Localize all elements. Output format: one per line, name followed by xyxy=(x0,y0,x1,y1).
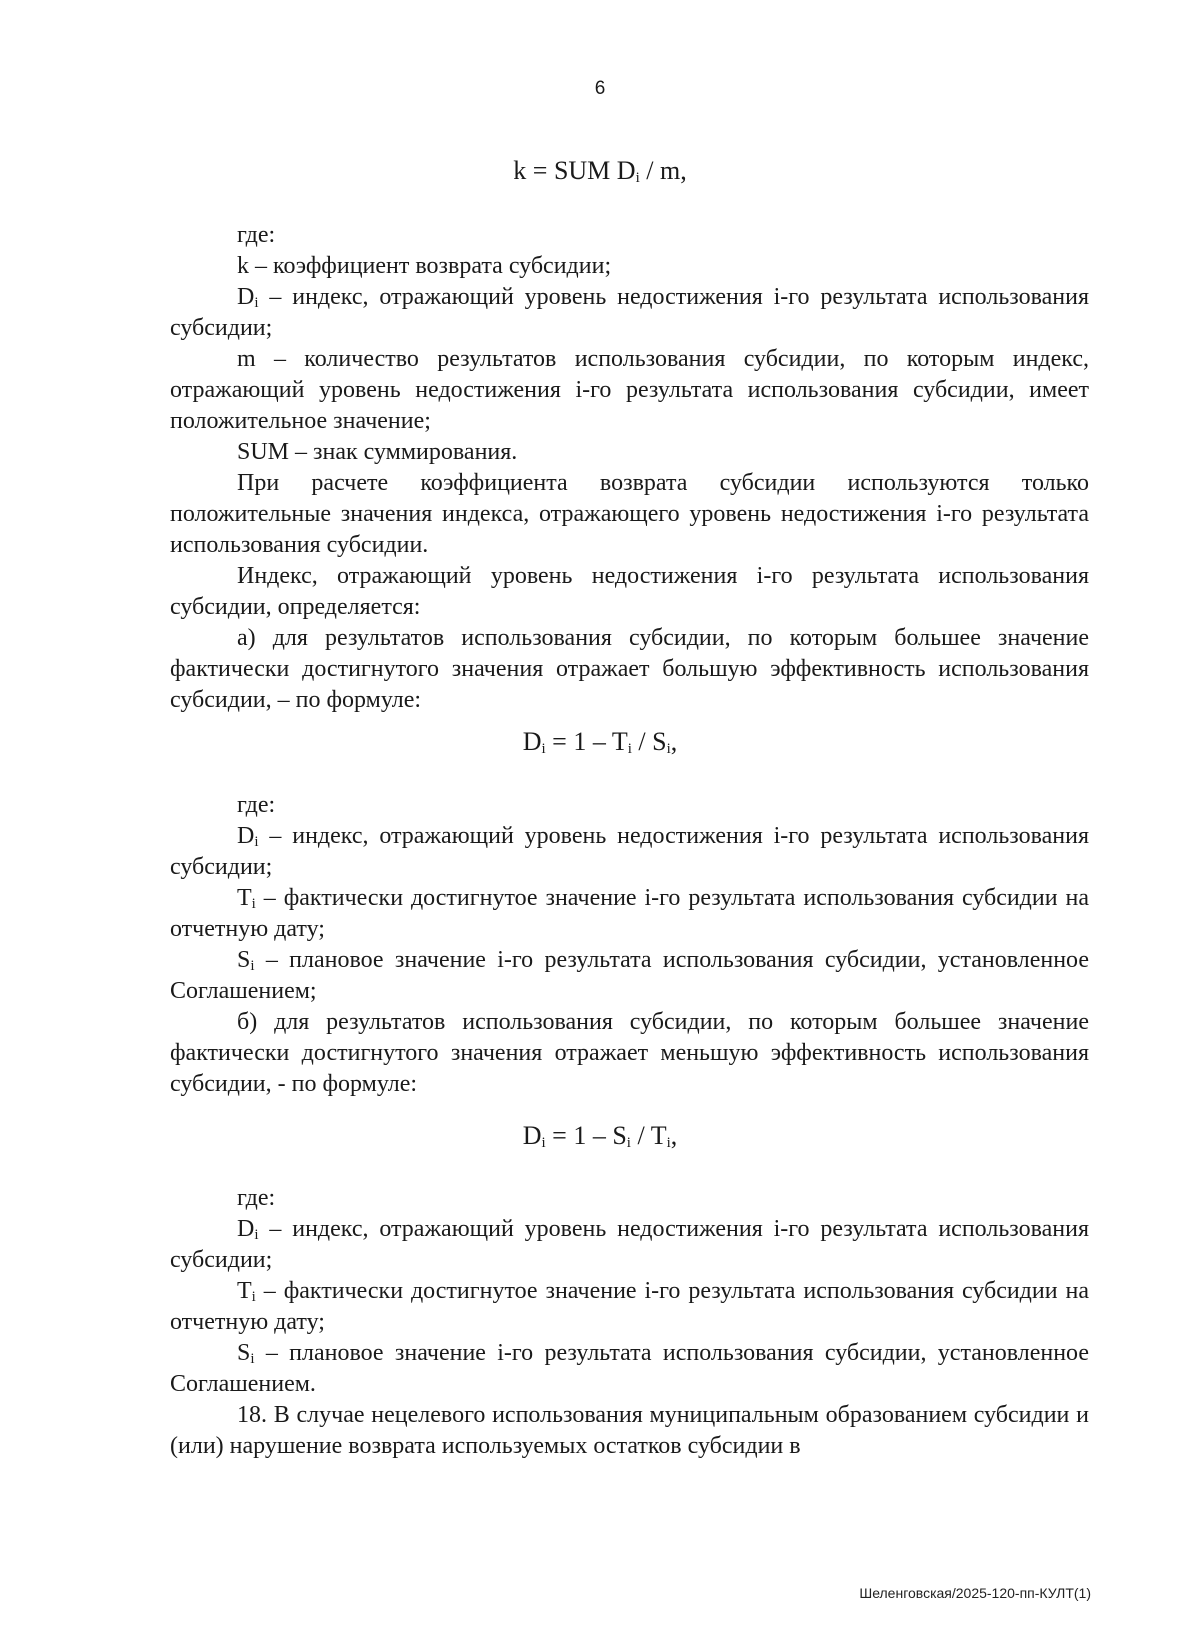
formula-k-left: k = SUM D xyxy=(513,156,636,185)
formula-subscript: i xyxy=(666,741,671,757)
formula-subscript: i xyxy=(666,1135,671,1151)
formula-part: , xyxy=(670,1121,678,1150)
paragraph: $T_i$ – фактически достигнутое значение i-го результата использования субсидии на отчетную дату; xyxy=(170,1278,1089,1335)
formula-part: = 1 – T xyxy=(545,727,628,756)
paragraph: 18. В случае нецелевого использования муниципальным образованием субсидии и (или) нарушение возврата используемых остатков субсидии в xyxy=(170,1402,1089,1459)
formula-part: / T xyxy=(630,1121,667,1150)
formula-k xyxy=(0,156,1200,186)
paragraph: а) для результатов использования субсидии, по которым большее значение фактически достигнутого значения отражает большую эффективность использования субсидии, – по формуле: xyxy=(170,625,1089,713)
paragraph: k – коэффициент возврата субсидии; xyxy=(237,253,612,279)
paragraph: $T_i$ – фактически достигнутое значение i-го результата использования субсидии на отчетную дату; xyxy=(170,885,1089,942)
paragraph: $S_i$ – плановое значение i-го результата использования субсидии, установленное Соглашением. xyxy=(170,1340,1089,1397)
formula-k-sub: i xyxy=(635,170,640,186)
footer-doc-id: Шеленговская/2025-120-пп-КУЛТ(1) xyxy=(859,1585,1091,1601)
formula-part: D xyxy=(522,727,542,756)
paragraph: $S_i$ – плановое значение i-го результата использования субсидии, установленное Соглашением; xyxy=(170,947,1089,1004)
formula-subscript: i xyxy=(626,1135,631,1151)
formula-b xyxy=(0,1121,1200,1151)
paragraph: При расчете коэффициента возврата субсидии используются только положительные значения индекса, отражающего уровень недостижения i-го результата использования субсидии. xyxy=(170,470,1089,558)
paragraph: SUM – знак суммирования. xyxy=(237,439,518,465)
formula-subscript: i xyxy=(541,1135,546,1151)
paragraph: m – количество результатов использования субсидии, по которым индекс, отражающий уровень недостижения i-го результата использования субсидии, имеет положительное значение; xyxy=(170,346,1089,434)
formula-subscript: i xyxy=(541,741,546,757)
paragraph: где: xyxy=(237,792,276,818)
formula-part: / S xyxy=(631,727,667,756)
text-block-1 xyxy=(170,220,1089,716)
formula-k-right: / m, xyxy=(639,156,687,185)
paragraph: б) для результатов использования субсидии, по которым большее значение фактически достигнутого значения отражает меньшую эффективность использования субсидии, - по формуле: xyxy=(170,1009,1089,1097)
paragraph: где: xyxy=(237,1185,276,1211)
paragraph: $D_i$ – индекс, отражающий уровень недостижения i-го результата использования субсидии; xyxy=(170,823,1089,880)
formula-part: = 1 – S xyxy=(545,1121,627,1150)
paragraph: $D_i$ – индекс, отражающий уровень недостижения i-го результата использования субсидии; xyxy=(170,284,1089,341)
text-block-3 xyxy=(170,1183,1089,1462)
paragraph: где: xyxy=(237,222,276,248)
formula-part: , xyxy=(670,727,678,756)
formula-a xyxy=(0,727,1200,757)
text-block-2 xyxy=(170,790,1089,1100)
page-number: 6 xyxy=(594,78,606,99)
paragraph: $D_i$ – индекс, отражающий уровень недостижения i-го результата использования субсидии; xyxy=(170,1216,1089,1273)
formula-part: D xyxy=(522,1121,542,1150)
formula-subscript: i xyxy=(627,741,632,757)
paragraph: Индекс, отражающий уровень недостижения i-го результата использования субсидии, определяется: xyxy=(170,563,1089,620)
